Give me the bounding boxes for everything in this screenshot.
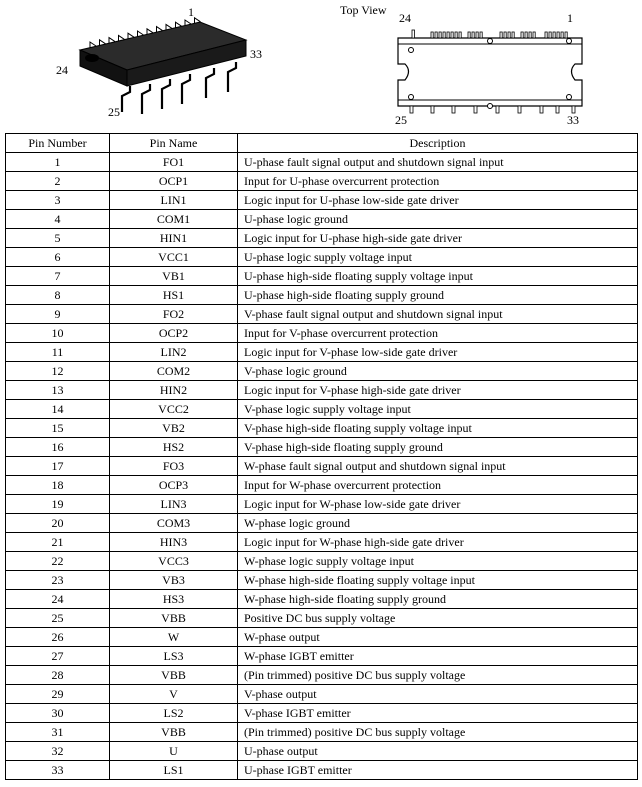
description-cell: W-phase IGBT emitter	[238, 647, 638, 666]
pin-number-cell: 26	[6, 628, 110, 647]
top-power-pin	[518, 106, 521, 113]
table-row	[6, 742, 638, 761]
pin-number-cell: 28	[6, 666, 110, 685]
top-control-pin	[476, 32, 478, 38]
top-control-pin	[459, 32, 461, 38]
table-row	[6, 248, 638, 267]
description-cell: U-phase output	[238, 742, 638, 761]
pin-number-cell: 22	[6, 552, 110, 571]
top-control-pins	[412, 30, 567, 38]
pin-number-cell: 17	[6, 457, 110, 476]
pin-number-cell: 31	[6, 723, 110, 742]
pin-number-cell: 4	[6, 210, 110, 229]
table-row	[6, 172, 638, 191]
top-control-pin	[472, 32, 474, 38]
pin-name-cell: HIN3	[110, 533, 238, 552]
top-view	[340, 3, 582, 127]
description-cell: W-phase logic ground	[238, 514, 638, 533]
description-cell: W-phase logic supply voltage input	[238, 552, 638, 571]
pin-number-cell: 20	[6, 514, 110, 533]
header-pin-number: Pin Number	[6, 134, 110, 153]
table-row	[6, 324, 638, 343]
top-power-pin	[431, 106, 434, 113]
header-pin-name: Pin Name	[110, 134, 238, 153]
description-cell: V-phase high-side floating supply ground	[238, 438, 638, 457]
table-row	[6, 343, 638, 362]
table-row	[6, 419, 638, 438]
table-row	[6, 286, 638, 305]
pin-number-cell: 21	[6, 533, 110, 552]
top-control-pin	[451, 32, 453, 38]
description-cell: V-phase high-side floating supply voltage input	[238, 419, 638, 438]
table-row	[6, 476, 638, 495]
pin-name-cell: HS3	[110, 590, 238, 609]
pin-number-cell: 23	[6, 571, 110, 590]
pin-name-cell: LS2	[110, 704, 238, 723]
top-power-pin	[540, 106, 543, 113]
table-row	[6, 438, 638, 457]
top-control-pin	[439, 32, 441, 38]
table-row	[6, 362, 638, 381]
top-power-pin	[572, 106, 575, 113]
top-control-pin	[447, 32, 449, 38]
description-cell: U-phase logic ground	[238, 210, 638, 229]
pin-number-cell: 13	[6, 381, 110, 400]
pin-name-cell: LIN2	[110, 343, 238, 362]
description-cell: U-phase IGBT emitter	[238, 761, 638, 780]
description-cell: Logic input for W-phase high-side gate driver	[238, 533, 638, 552]
pin-name-cell: VB3	[110, 571, 238, 590]
table-row	[6, 552, 638, 571]
table-row	[6, 571, 638, 590]
table-row	[6, 590, 638, 609]
description-cell: Logic input for V-phase low-side gate driver	[238, 343, 638, 362]
table-row	[6, 514, 638, 533]
pin-name-cell: VBB	[110, 609, 238, 628]
top-control-pin	[512, 32, 514, 38]
pin-name-cell: VCC1	[110, 248, 238, 267]
pin-name-cell: VBB	[110, 666, 238, 685]
top-control-pin	[480, 32, 482, 38]
isometric-package-view	[56, 5, 262, 119]
iso-power-pin	[182, 74, 190, 104]
pin-number-cell: 25	[6, 609, 110, 628]
top-control-pin	[549, 32, 551, 38]
pin-name-cell: VB2	[110, 419, 238, 438]
pin-number-cell: 2	[6, 172, 110, 191]
top-control-pin	[435, 32, 437, 38]
table-row	[6, 495, 638, 514]
table-row	[6, 210, 638, 229]
description-cell: U-phase high-side floating supply voltage input	[238, 267, 638, 286]
iso-power-pin	[122, 86, 130, 112]
description-cell: V-phase output	[238, 685, 638, 704]
pin-name-cell: VB1	[110, 267, 238, 286]
description-cell: U-phase high-side floating supply ground	[238, 286, 638, 305]
iso-power-pin	[142, 84, 150, 114]
top-control-pin	[500, 32, 502, 38]
top-control-pin	[412, 30, 415, 38]
top-control-pin	[525, 32, 527, 38]
pin-name-cell: LS3	[110, 647, 238, 666]
pin-name-cell: LIN1	[110, 191, 238, 210]
pin-number-cell: 30	[6, 704, 110, 723]
pin-name-cell: FO2	[110, 305, 238, 324]
pin-number-cell: 3	[6, 191, 110, 210]
table-row	[6, 723, 638, 742]
description-cell: W-phase fault signal output and shutdown signal input	[238, 457, 638, 476]
package-drawings	[0, 0, 642, 133]
iso-mounting-notch	[85, 54, 99, 62]
pin-name-cell: COM1	[110, 210, 238, 229]
description-cell: Logic input for W-phase low-side gate driver	[238, 495, 638, 514]
table-row	[6, 305, 638, 324]
pin-number-cell: 1	[6, 153, 110, 172]
pin-name-cell: LIN3	[110, 495, 238, 514]
pin-number-cell: 9	[6, 305, 110, 324]
table-row	[6, 761, 638, 780]
pin-description-table	[5, 133, 638, 780]
top-power-pin	[452, 106, 455, 113]
pin-name-cell: VBB	[110, 723, 238, 742]
table-body	[6, 153, 638, 780]
description-cell: Logic input for V-phase high-side gate driver	[238, 381, 638, 400]
top-control-pin	[504, 32, 506, 38]
table-row	[6, 666, 638, 685]
table-row	[6, 628, 638, 647]
pin-name-cell: HIN1	[110, 229, 238, 248]
description-cell: U-phase fault signal output and shutdown signal input	[238, 153, 638, 172]
pin-name-cell: OCP3	[110, 476, 238, 495]
pin-name-cell: FO1	[110, 153, 238, 172]
top-label-pin33: 33	[567, 113, 579, 127]
pin-name-cell: HIN2	[110, 381, 238, 400]
pin-number-cell: 10	[6, 324, 110, 343]
pin-number-cell: 16	[6, 438, 110, 457]
pin-number-cell: 32	[6, 742, 110, 761]
top-control-pin	[561, 32, 563, 38]
top-label-pin25: 25	[395, 113, 407, 127]
top-hole-lower-mid	[488, 104, 493, 109]
pin-number-cell: 29	[6, 685, 110, 704]
top-control-pin	[565, 32, 567, 38]
top-control-pin	[455, 32, 457, 38]
iso-label-pin33: 33	[250, 47, 262, 61]
table-row	[6, 400, 638, 419]
pin-name-cell: OCP2	[110, 324, 238, 343]
top-hole-lower-left	[409, 95, 414, 100]
pin-name-cell: FO3	[110, 457, 238, 476]
pin-name-cell: V	[110, 685, 238, 704]
description-cell: V-phase fault signal output and shutdown signal input	[238, 305, 638, 324]
pin-name-cell: VCC3	[110, 552, 238, 571]
top-hole-lower-right	[567, 95, 572, 100]
top-control-pin	[508, 32, 510, 38]
pin-number-cell: 14	[6, 400, 110, 419]
pin-number-cell: 24	[6, 590, 110, 609]
description-cell: Logic input for U-phase high-side gate driver	[238, 229, 638, 248]
description-cell: (Pin trimmed) positive DC bus supply voltage	[238, 666, 638, 685]
top-hole-upper-left	[409, 48, 414, 53]
package-figure	[0, 0, 642, 133]
description-cell: V-phase logic ground	[238, 362, 638, 381]
top-control-pin	[443, 32, 445, 38]
pin-number-cell: 15	[6, 419, 110, 438]
table-row	[6, 685, 638, 704]
pin-name-cell: OCP1	[110, 172, 238, 191]
top-power-pin	[556, 106, 559, 113]
top-power-pin	[496, 106, 499, 113]
iso-power-pin	[206, 68, 214, 98]
iso-power-pin	[162, 79, 170, 109]
pin-number-cell: 33	[6, 761, 110, 780]
table-row	[6, 647, 638, 666]
description-cell: W-phase high-side floating supply ground	[238, 590, 638, 609]
pin-number-cell: 8	[6, 286, 110, 305]
top-control-pin	[545, 32, 547, 38]
pin-name-cell: W	[110, 628, 238, 647]
description-cell: (Pin trimmed) positive DC bus supply voltage	[238, 723, 638, 742]
description-cell: V-phase IGBT emitter	[238, 704, 638, 723]
top-hole-upper-right	[567, 39, 572, 44]
top-control-pin	[557, 32, 559, 38]
pin-name-cell: LS1	[110, 761, 238, 780]
top-power-pin	[474, 106, 477, 113]
description-cell: Input for U-phase overcurrent protection	[238, 172, 638, 191]
table-row	[6, 267, 638, 286]
pin-number-cell: 6	[6, 248, 110, 267]
top-control-pin	[529, 32, 531, 38]
description-cell: Input for W-phase overcurrent protection	[238, 476, 638, 495]
iso-label-pin25: 25	[108, 105, 120, 119]
table-row	[6, 704, 638, 723]
description-cell: Logic input for U-phase low-side gate driver	[238, 191, 638, 210]
description-cell: V-phase logic supply voltage input	[238, 400, 638, 419]
top-control-pin	[431, 32, 433, 38]
top-label-pin1: 1	[567, 11, 573, 25]
pin-number-cell: 27	[6, 647, 110, 666]
pin-number-cell: 7	[6, 267, 110, 286]
pin-name-cell: COM3	[110, 514, 238, 533]
pin-number-cell: 12	[6, 362, 110, 381]
description-cell: Positive DC bus supply voltage	[238, 609, 638, 628]
top-view-title: Top View	[340, 3, 387, 17]
table-row	[6, 381, 638, 400]
pin-name-cell: COM2	[110, 362, 238, 381]
description-cell: U-phase logic supply voltage input	[238, 248, 638, 267]
pin-number-cell: 11	[6, 343, 110, 362]
pin-name-cell: U	[110, 742, 238, 761]
top-outline	[398, 38, 582, 106]
pin-number-cell: 5	[6, 229, 110, 248]
iso-label-pin1: 1	[188, 5, 194, 19]
top-control-pin	[468, 32, 470, 38]
pin-number-cell: 18	[6, 476, 110, 495]
top-label-pin24: 24	[399, 11, 411, 25]
table-row	[6, 191, 638, 210]
table-row	[6, 533, 638, 552]
header-description: Description	[238, 134, 638, 153]
pin-number-cell: 19	[6, 495, 110, 514]
table-row	[6, 153, 638, 172]
description-cell: W-phase high-side floating supply voltage input	[238, 571, 638, 590]
table-header-row	[6, 134, 638, 153]
top-control-pin	[553, 32, 555, 38]
top-power-pin	[410, 106, 413, 113]
iso-power-pin	[228, 62, 236, 92]
table-row	[6, 609, 638, 628]
pin-name-cell: HS2	[110, 438, 238, 457]
pin-name-cell: VCC2	[110, 400, 238, 419]
pin-name-cell: HS1	[110, 286, 238, 305]
table-row	[6, 229, 638, 248]
table-row	[6, 457, 638, 476]
top-control-pin	[533, 32, 535, 38]
description-cell: W-phase output	[238, 628, 638, 647]
iso-label-pin24: 24	[56, 63, 68, 77]
top-control-pin	[521, 32, 523, 38]
top-hole-upper-mid	[488, 39, 493, 44]
description-cell: Input for V-phase overcurrent protection	[238, 324, 638, 343]
